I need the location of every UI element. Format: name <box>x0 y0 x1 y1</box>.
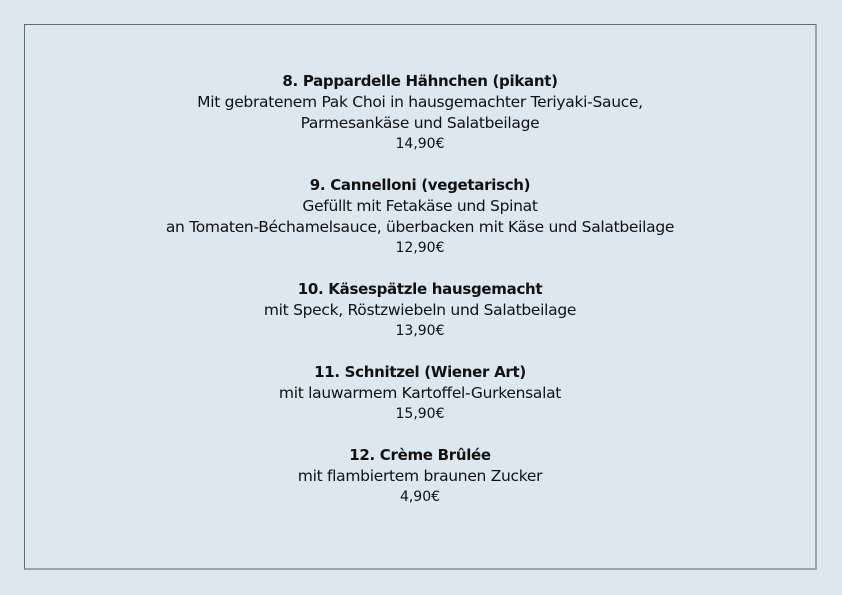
item-price: 14,90€ <box>395 136 445 152</box>
item-price: 4,90€ <box>399 489 441 505</box>
item-description-line: Gefüllt mit Fetakäse und Spinat <box>302 197 538 215</box>
menu-page <box>24 24 817 570</box>
item-price: 13,90€ <box>395 323 445 339</box>
item-description-line: Mit gebratenem Pak Choi in hausgemachter Teriyaki-Sauce, <box>197 93 643 111</box>
item-title: 9. Cannelloni (vegetarisch) <box>309 176 531 194</box>
item-description-line: an Tomaten-Béchamelsauce, überbacken mit Käse und Salatbeilage <box>165 218 675 236</box>
menu-item-11 <box>25 362 815 425</box>
item-description-line: mit Speck, Röstzwiebeln und Salatbeilage <box>263 301 577 319</box>
item-title: 11. Schnitzel (Wiener Art) <box>314 363 526 381</box>
item-description-line: mit flambiertem braunen Zucker <box>297 467 543 485</box>
item-description-line: Parmesankäse und Salatbeilage <box>300 114 540 132</box>
item-title: 8. Pappardelle Hähnchen (pikant) <box>282 72 558 90</box>
menu-item-8 <box>25 71 815 155</box>
item-price: 15,90€ <box>395 406 445 422</box>
menu-item-10 <box>25 279 815 342</box>
item-price: 12,90€ <box>395 240 445 256</box>
item-description-line: mit lauwarmem Kartoffel-Gurkensalat <box>278 384 562 402</box>
menu-item-9 <box>25 175 815 259</box>
menu-list <box>25 71 815 528</box>
menu-item-12 <box>25 445 815 508</box>
item-title: 10. Käsespätzle hausgemacht <box>297 280 543 298</box>
item-title: 12. Crème Brûlée <box>349 446 491 464</box>
